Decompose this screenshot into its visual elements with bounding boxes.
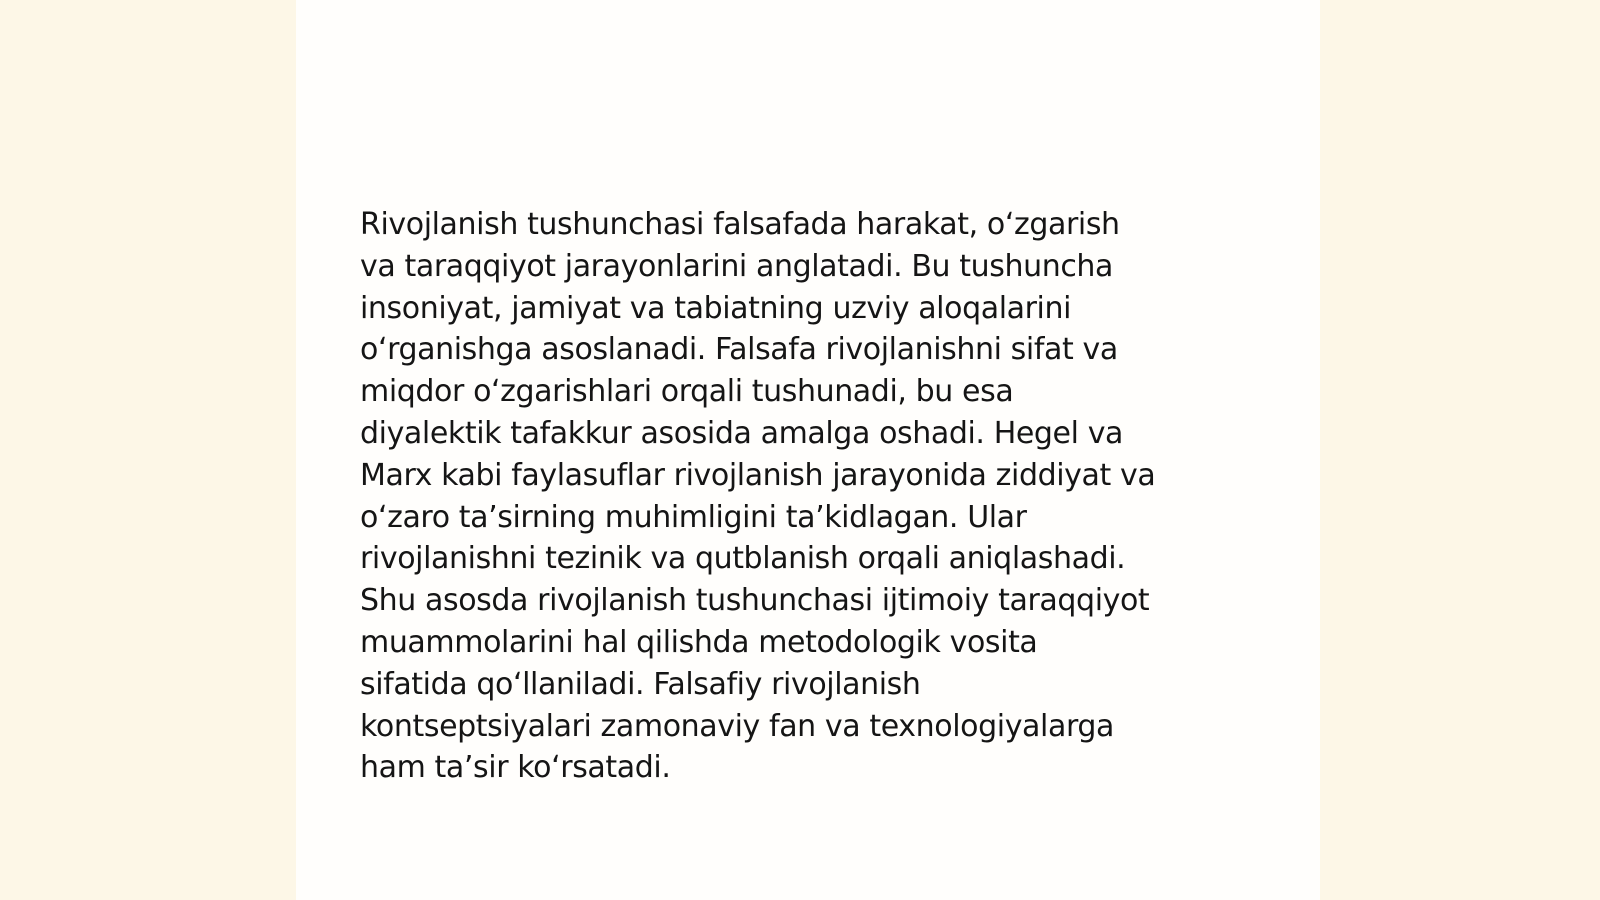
paragraph-line: diyalektik tafakkur asosida amalga oshadi. Hegel va (360, 415, 1124, 451)
paragraph-line: sifatida qoʻllaniladi. Falsafiy rivojlanish (360, 666, 921, 702)
document-page (296, 0, 1320, 900)
paragraph-line: oʻrganishga asoslanadi. Falsafa rivojlanishni sifat va (360, 332, 1118, 368)
paragraph-line: ham taʼsir koʻrsatadi. (360, 750, 671, 786)
paragraph-line: Marx kabi faylasuflar rivojlanish jarayonida ziddiyat va (360, 457, 1156, 493)
paragraph-line: Rivojlanish tushunchasi falsafada harakat, oʻzgarish (360, 207, 1120, 242)
paragraph-line: insoniyat, jamiyat va tabiatning uzviy aloqalarini (360, 290, 1072, 326)
paragraph-line: rivojlanishni tezinik va qutblanish orqali aniqlashadi. (360, 541, 1126, 577)
paragraph-line: kontseptsiyalari zamonaviy fan va texnologiyalarga (360, 708, 1114, 744)
paragraph-line: Shu asosda rivojlanish tushunchasi ijtimoiy taraqqiyot (360, 583, 1150, 619)
paragraph-line: miqdor oʻzgarishlari orqali tushunadi, bu esa (360, 374, 1014, 410)
paragraph-line: va taraqqiyot jarayonlarini anglatadi. Bu tushuncha (360, 248, 1114, 284)
body-paragraph (360, 204, 1250, 789)
paragraph-line: oʻzaro taʼsirning muhimligini taʼkidlagan. Ular (360, 499, 1027, 535)
paragraph-line: muammolarini hal qilishda metodologik vosita (360, 624, 1038, 660)
